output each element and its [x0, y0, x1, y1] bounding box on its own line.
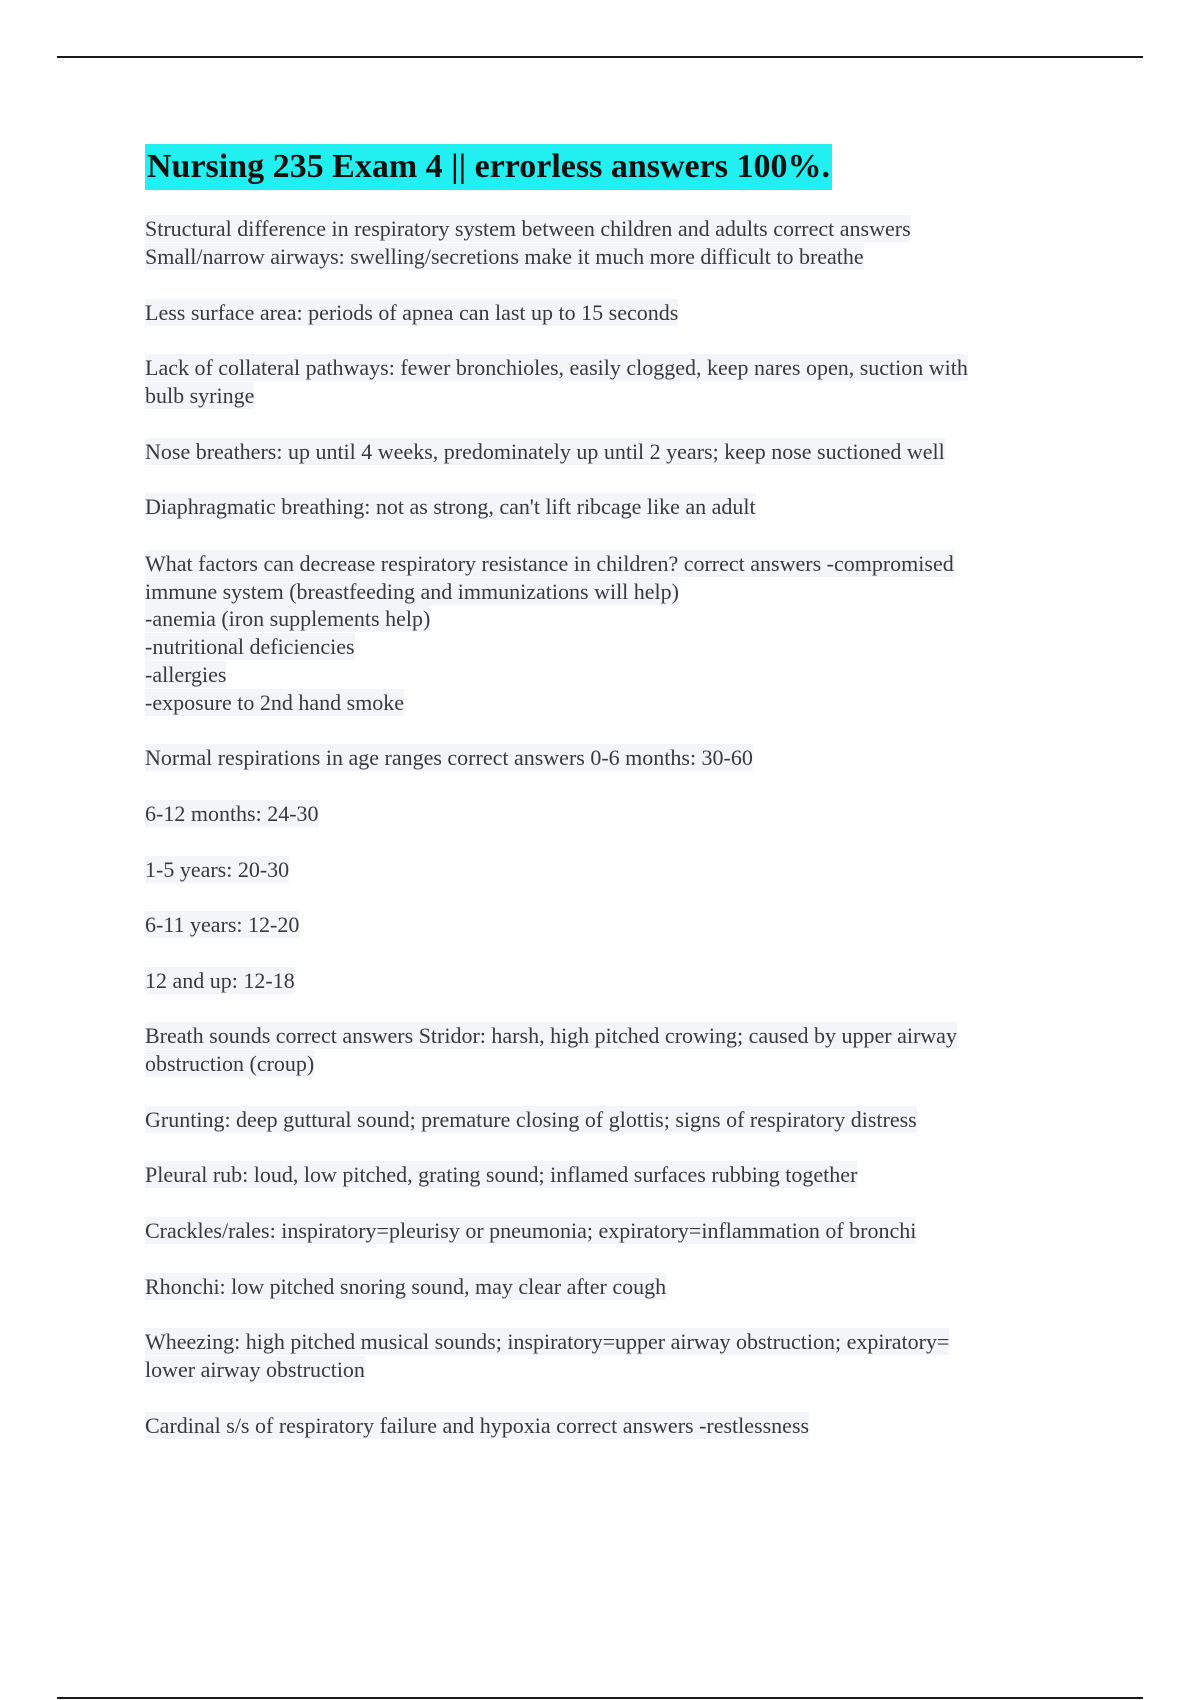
line-text: bulb syringe	[145, 383, 255, 408]
text-line	[145, 967, 295, 995]
header-rule	[57, 56, 1143, 58]
text-line	[145, 578, 679, 606]
line-text: 12 and up: 12-18	[145, 968, 295, 993]
text-line	[145, 661, 226, 689]
line-text: Lack of collateral pathways: fewer bronchioles, easily clogged, keep nares open, suction with	[145, 355, 968, 380]
footer-rule	[57, 1697, 1143, 1699]
text-line	[145, 911, 299, 939]
line-text: Pleural rub: loud, low pitched, grating sound; inflamed surfaces rubbing together	[145, 1162, 858, 1187]
text-line	[145, 1161, 857, 1189]
text-line	[145, 1050, 314, 1078]
line-text: -exposure to 2nd hand smoke	[145, 690, 405, 715]
line-text: Breath sounds correct answers Stridor: harsh, high pitched crowing; caused by upper airway	[145, 1023, 957, 1048]
text-line	[145, 1356, 365, 1384]
text-line	[145, 1273, 666, 1301]
text-line	[145, 744, 753, 772]
line-text: Less surface area: periods of apnea can last up to 15 seconds	[145, 300, 679, 325]
page-title: Nursing 235 Exam 4 || errorless answers 100%.	[145, 144, 832, 190]
text-line	[145, 1022, 957, 1050]
text-line	[145, 605, 430, 633]
line-text: Crackles/rales: inspiratory=pleurisy or pneumonia; expiratory=inflammation of bronchi	[145, 1218, 917, 1243]
line-text: What factors can decrease respiratory resistance in children? correct answers -compromised	[145, 551, 954, 576]
line-text: 1-5 years: 20-30	[145, 857, 290, 882]
line-text: Wheezing: high pitched musical sounds; inspiratory=upper airway obstruction; expiratory=	[145, 1329, 950, 1354]
line-text: -allergies	[145, 662, 227, 687]
line-text: Nose breathers: up until 4 weeks, predominately up until 2 years; keep nose suctioned well	[145, 439, 945, 464]
line-text: lower airway obstruction	[145, 1357, 365, 1382]
text-line	[145, 438, 945, 466]
line-text: Structural difference in respiratory system between children and adults correct answers	[145, 216, 911, 241]
text-line	[145, 1412, 809, 1440]
text-line	[145, 1106, 917, 1134]
text-line	[145, 800, 319, 828]
line-text: Diaphragmatic breathing: not as strong, can't lift ribcage like an adult	[145, 494, 756, 519]
line-text: Small/narrow airways: swelling/secretions make it much more difficult to breathe	[145, 244, 864, 269]
line-text: Normal respirations in age ranges correct answers 0-6 months: 30-60	[145, 745, 753, 770]
page-title-container	[145, 144, 832, 190]
line-text: obstruction (croup)	[145, 1051, 315, 1076]
text-line	[145, 856, 289, 884]
text-line	[145, 633, 355, 661]
line-text: -nutritional deficiencies	[145, 634, 355, 659]
text-line	[145, 689, 404, 717]
text-line	[145, 243, 864, 271]
line-text: 6-12 months: 24-30	[145, 801, 319, 826]
text-line	[145, 382, 254, 410]
line-text: 6-11 years: 12-20	[145, 912, 300, 937]
text-line	[145, 550, 954, 578]
text-line	[145, 354, 968, 382]
text-line	[145, 215, 911, 243]
text-line	[145, 299, 678, 327]
text-line	[145, 1217, 916, 1245]
text-line	[145, 1328, 949, 1356]
line-text: Grunting: deep guttural sound; premature closing of glottis; signs of respiratory distress	[145, 1107, 917, 1132]
line-text: immune system (breastfeeding and immunizations will help)	[145, 579, 679, 604]
text-line	[145, 493, 756, 521]
line-text: Cardinal s/s of respiratory failure and hypoxia correct answers -restlessness	[145, 1413, 810, 1438]
line-text: Rhonchi: low pitched snoring sound, may clear after cough	[145, 1274, 667, 1299]
line-text: -anemia (iron supplements help)	[145, 606, 431, 631]
